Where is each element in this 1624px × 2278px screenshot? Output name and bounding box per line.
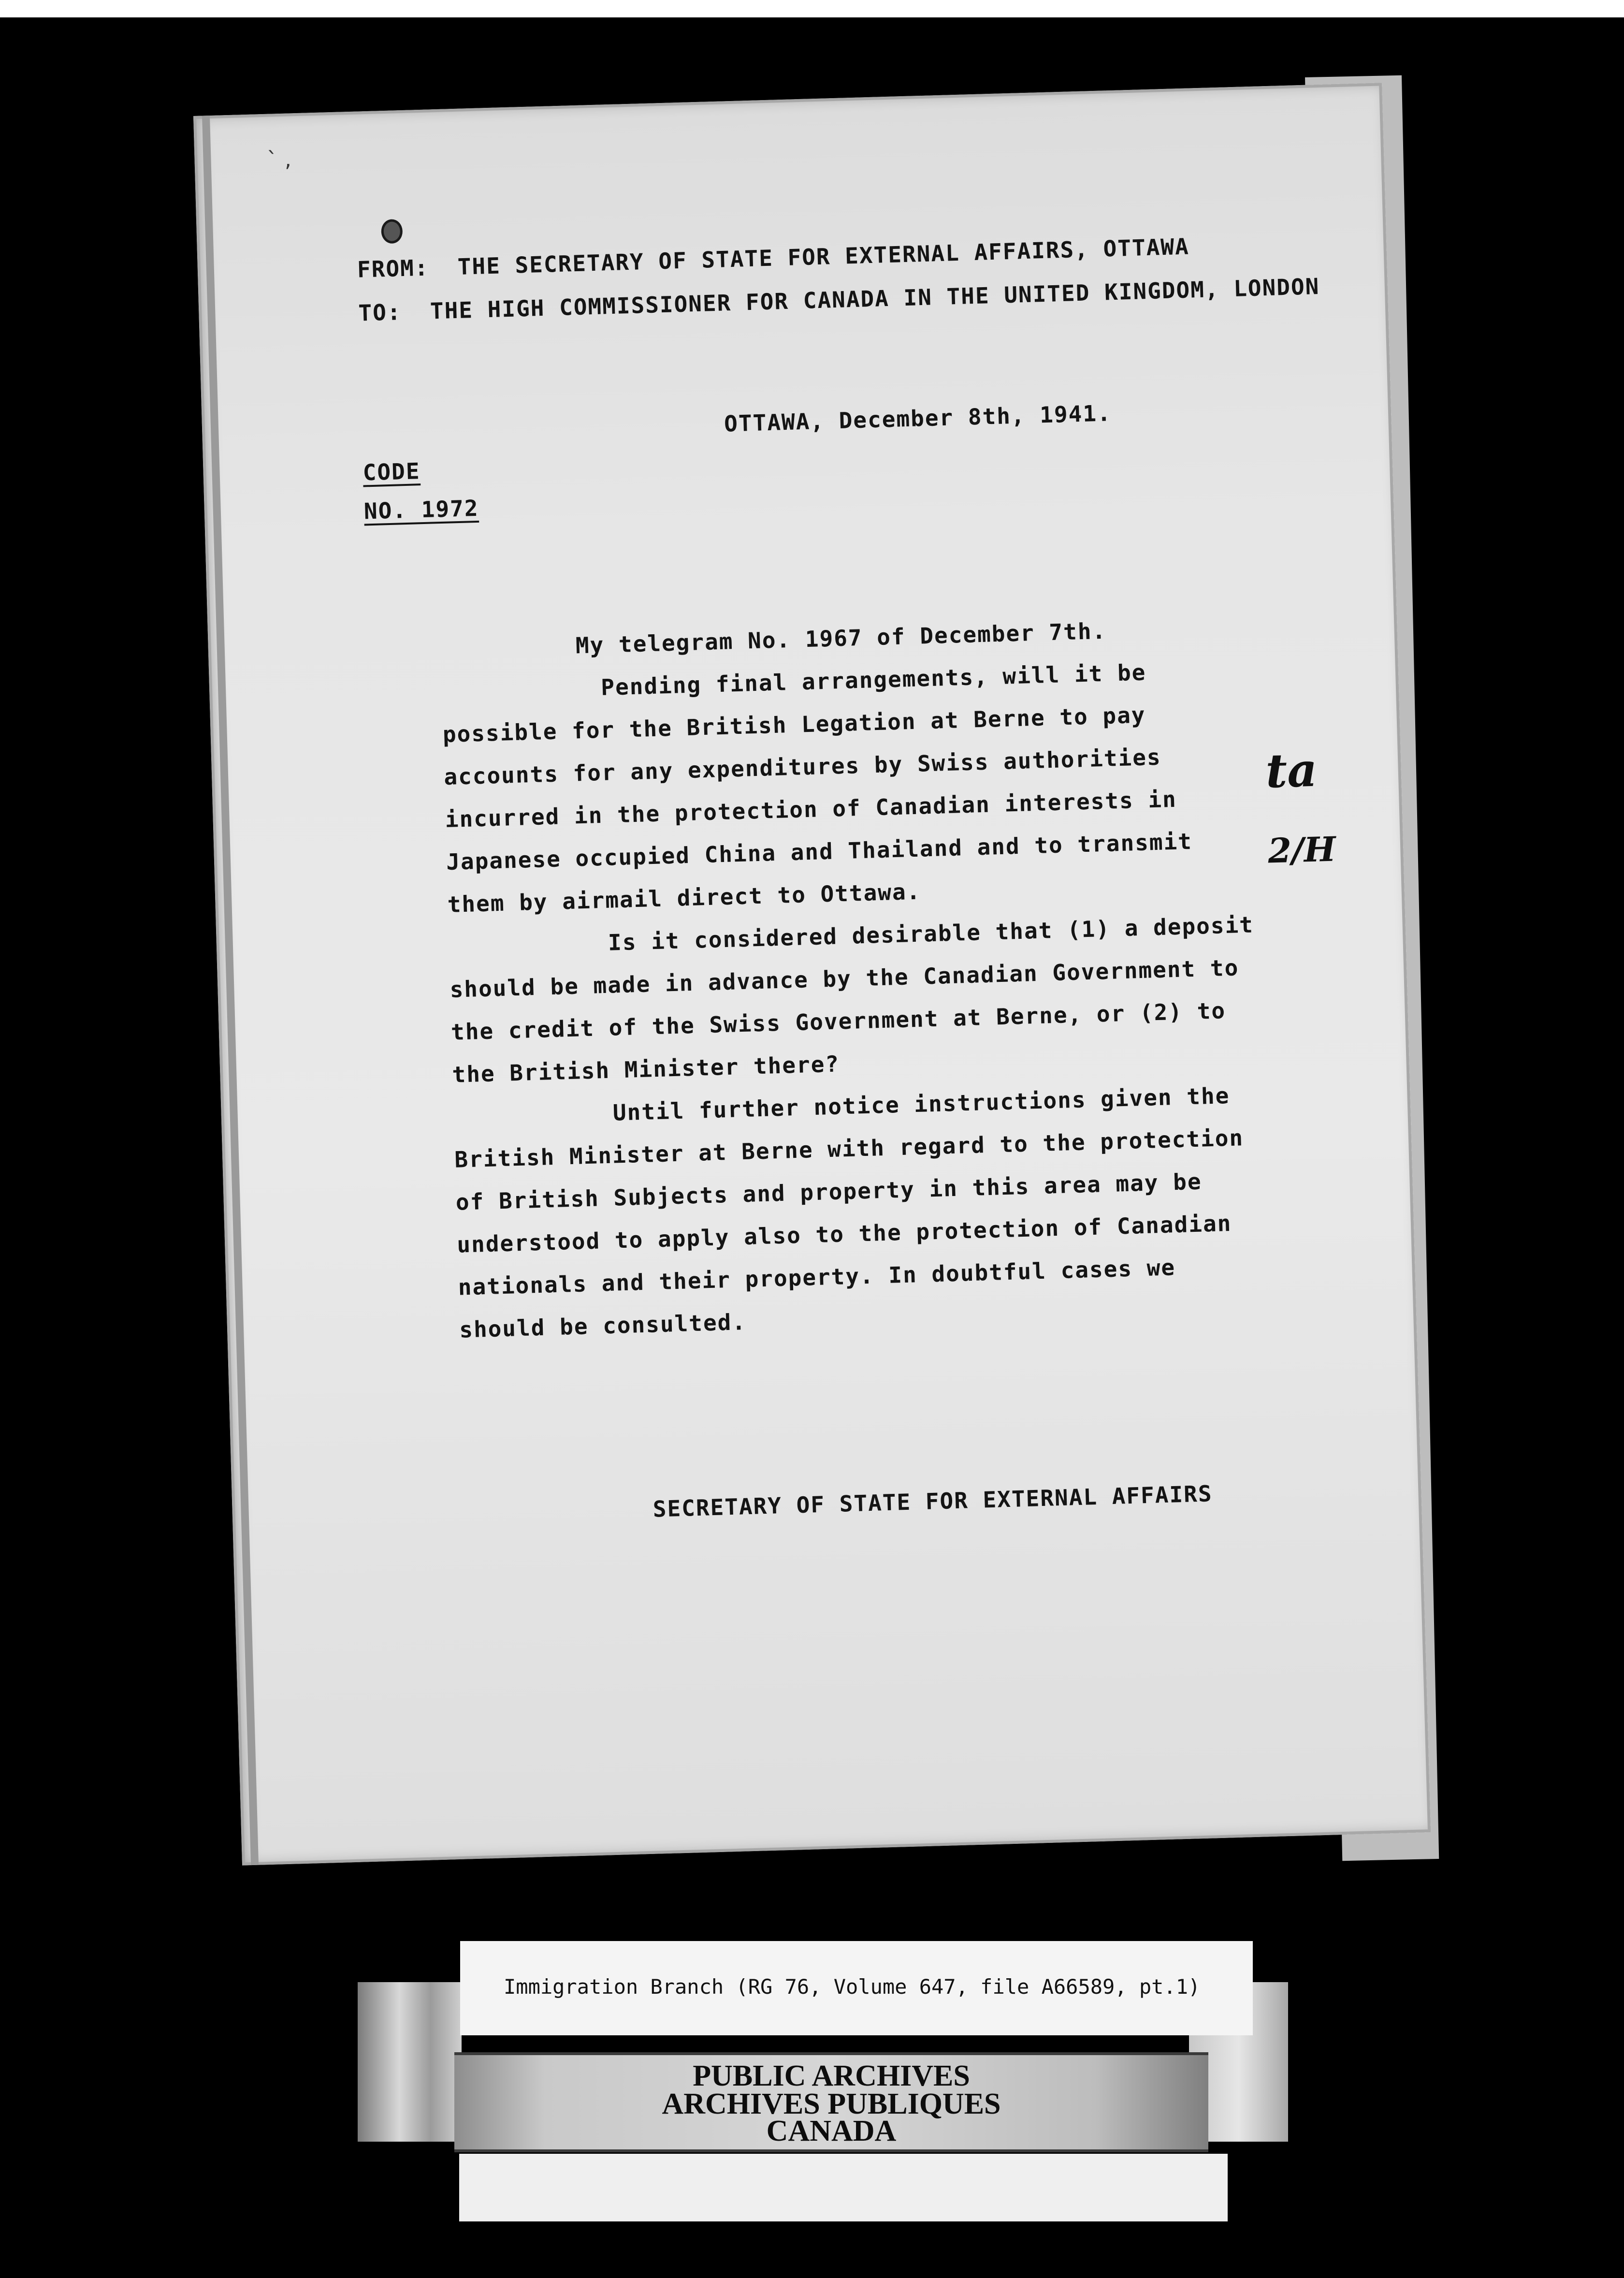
body-line: should be made in advance by the Canadian Government to xyxy=(449,954,1239,1003)
body-line: British Minister at Berne with regard to the protection xyxy=(454,1124,1244,1173)
telegram-number: NO. 1972 xyxy=(363,495,479,525)
archive-reference-label xyxy=(460,1941,1253,2035)
film-border-top xyxy=(0,0,1624,17)
body-line: Is it considered desirable that (1) a deposit xyxy=(608,911,1254,956)
archives-stamp xyxy=(454,2052,1208,2152)
body-line: the British Minister there? xyxy=(451,1051,840,1088)
tape-left xyxy=(358,1982,462,2142)
body-line: Pending final arrangements, will it be xyxy=(600,659,1147,701)
page-fold-edge xyxy=(202,116,259,1865)
signature: SECRETARY OF STATE FOR EXTERNAL AFFAIRS xyxy=(652,1480,1213,1522)
handwritten-file-mark: 2/H xyxy=(1267,829,1336,871)
to-line xyxy=(358,273,1320,326)
stamp-line-2: ARCHIVES PUBLIQUES xyxy=(662,2088,1001,2120)
from-line xyxy=(357,234,1189,283)
document-page xyxy=(193,83,1431,1865)
body-line: the credit of the Swiss Government at Berne, or (2) to xyxy=(450,997,1226,1045)
to-value: THE HIGH COMMISSIONER FOR CANADA IN THE UNITED KINGDOM, LONDON xyxy=(430,273,1320,324)
stamp-line-1: PUBLIC ARCHIVES xyxy=(693,2059,970,2092)
punch-hole xyxy=(381,219,403,244)
code-label: CODE xyxy=(362,458,421,486)
body-line: possible for the British Legation at Berne to pay xyxy=(442,701,1146,748)
label-blank-strip xyxy=(459,2154,1228,2221)
dateline: OTTAWA, December 8th, 1941. xyxy=(724,400,1112,437)
body-line: accounts for any expenditures by Swiss authorities xyxy=(443,744,1162,790)
body-line: of British Subjects and property in this area may be xyxy=(455,1168,1203,1215)
pencil-marks: ` , xyxy=(266,147,292,173)
body-line: understood to apply also to the protection of Canadian xyxy=(456,1210,1232,1258)
body-line: nationals and their property. In doubtful cases we xyxy=(458,1254,1176,1300)
body-line: Until further notice instructions given the xyxy=(612,1082,1231,1126)
archive-reference: Immigration Branch (RG 76, Volume 647, file A66589, pt.1) xyxy=(504,1975,1201,1999)
body-line: My telegram No. 1967 of December 7th. xyxy=(575,617,1107,659)
body-line: Japanese occupied China and Thailand and to transmit xyxy=(446,828,1193,875)
to-label: TO: xyxy=(358,299,402,326)
from-value: THE SECRETARY OF STATE FOR EXTERNAL AFFAIRS, OTTAWA xyxy=(457,233,1190,280)
from-label: FROM: xyxy=(357,254,430,283)
body-line: them by airmail direct to Ottawa. xyxy=(447,878,922,918)
body-line: should be consulted. xyxy=(459,1309,747,1343)
handwritten-initials: ta xyxy=(1265,742,1318,799)
stamp-line-3: CANADA xyxy=(766,2115,897,2147)
body-line: incurred in the protection of Canadian interests in xyxy=(445,786,1177,833)
